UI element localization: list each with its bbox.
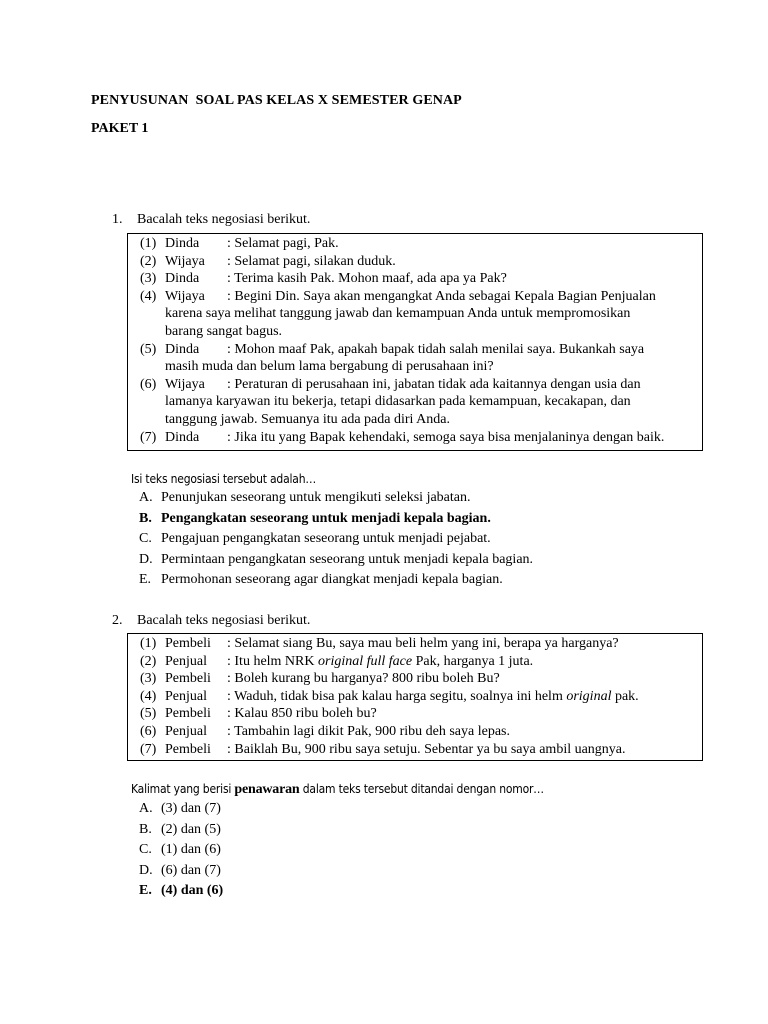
dialog-line: (3) Dinda : Terima kasih Pak. Mohon maaf, ada apa ya Pak?	[140, 271, 507, 287]
dialog-line: (4) Wijaya : Begini Din. Saya akan mengangkat Anda sebagai Kepala Bagian Penjualan	[140, 288, 656, 304]
option-e[interactable]: E. Permohonan seseorang agar diangkat menjadi kepala bagian.	[139, 572, 503, 587]
option-a[interactable]: A. Penunjukan seseorang untuk mengikuti seleksi jabatan.	[139, 490, 471, 505]
dialog-line: (1) Pembeli : Selamat siang Bu, saya mau beli helm yang ini, berapa ya harganya?	[140, 636, 619, 651]
options-list-2	[139, 799, 223, 902]
dialog-continuation: tanggung jawab. Semuanya itu ada pada diri Anda.	[165, 411, 450, 427]
dialog-line: (6) Wijaya : Peraturan di perusahaan ini, jabatan tidak ada kaitannya dengan usia dan	[140, 376, 641, 392]
question-2-stem: Kalimat yang berisi penawaran dalam teks tersebut ditandai dengan nomor…	[131, 782, 544, 797]
dialog-line: (2) Penjual : Itu helm NRK original full face Pak, harganya 1 juta.	[140, 653, 534, 669]
dialog-line: (4) Penjual : Waduh, tidak bisa pak kalau harga segitu, soalnya ini helm original pak.	[140, 688, 639, 704]
dialog-continuation: lamanya karyawan itu bekerja, tetapi didasarkan pada kemampuan, kecakapan, dan	[165, 394, 631, 410]
dialog-line: (5) Pembeli : Kalau 850 ribu boleh bu?	[140, 706, 377, 722]
dialog-box-2	[127, 633, 703, 761]
package-label: PAKET 1	[91, 121, 149, 136]
dialog-line: (6) Penjual : Tambahin lagi dikit Pak, 900 ribu deh saya lepas.	[140, 723, 510, 739]
dialog-line: (7) Pembeli : Baiklah Bu, 900 ribu saya setuju. Sebentar ya bu saya ambil uangnya.	[140, 741, 626, 757]
question-number: 2.	[112, 613, 123, 628]
question-2-prompt	[112, 613, 310, 629]
question-1-prompt	[112, 212, 310, 228]
dialog-continuation: barang sangat bagus.	[165, 323, 283, 339]
option-a[interactable]: A. (3) dan (7)	[139, 801, 221, 816]
options-list-1	[139, 488, 533, 591]
option-c[interactable]: C. (1) dan (6)	[139, 842, 221, 857]
dialog-line: (3) Pembeli : Boleh kurang bu harganya? 800 ribu boleh Bu?	[140, 671, 500, 687]
dialog-box-1	[127, 233, 703, 451]
option-d[interactable]: D. Permintaan pengangkatan seseorang untuk menjadi kepala bagian.	[139, 551, 534, 567]
dialog-continuation: masih muda dan belum lama bergabung di perusahaan ini?	[165, 359, 494, 375]
dialog-line: (5) Dinda : Mohon maaf Pak, apakah bapak tidah salah menilai saya. Bukankah saya	[140, 341, 645, 357]
dialog-line: (7) Dinda : Jika itu yang Bapak kehendaki, semoga saya bisa menjalaninya dengan baik.	[140, 429, 665, 445]
option-b[interactable]: B. (2) dan (5)	[139, 821, 221, 837]
question-prompt: Bacalah teks negosiasi berikut.	[137, 212, 311, 227]
document-title: PENYUSUNAN SOAL PAS KELAS X SEMESTER GENAP	[91, 93, 462, 108]
question-prompt: Bacalah teks negosiasi berikut.	[137, 613, 311, 628]
option-b[interactable]: B. Pengangkatan seseorang untuk menjadi kepala bagian.	[139, 510, 491, 526]
option-d[interactable]: D. (6) dan (7)	[139, 862, 221, 878]
dialog-continuation: karena saya melihat tanggung jawab dan kemampuan Anda untuk mempromosikan	[165, 306, 631, 322]
question-1-stem: Isi teks negosiasi tersebut adalah…	[131, 472, 316, 486]
option-e[interactable]: E. (4) dan (6)	[139, 883, 224, 898]
option-c[interactable]: C. Pengajuan pengangkatan seseorang untuk menjadi pejabat.	[139, 531, 491, 546]
question-number: 1.	[112, 212, 123, 227]
dialog-line: (2) Wijaya : Selamat pagi, silakan duduk.	[140, 253, 396, 269]
dialog-line: (1) Dinda : Selamat pagi, Pak.	[140, 236, 339, 251]
